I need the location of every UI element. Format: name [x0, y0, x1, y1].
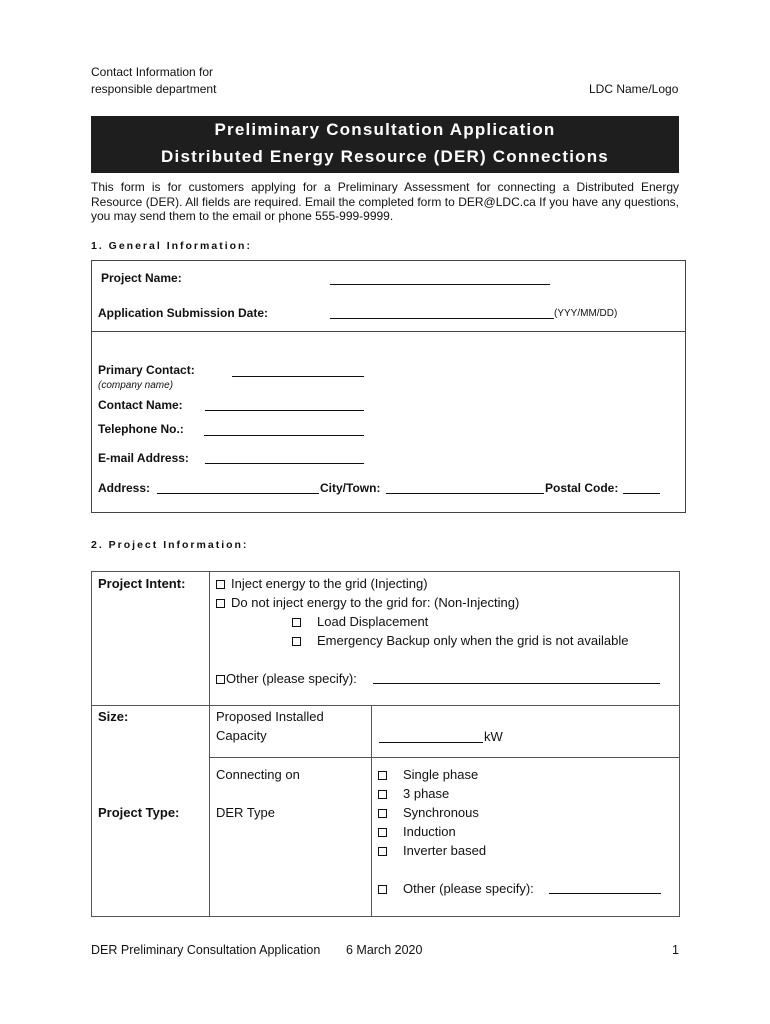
footer-title: DER Preliminary Consultation Application	[91, 943, 321, 957]
checkbox-icon[interactable]	[216, 675, 225, 684]
intro-paragraph: This form is for customers applying for a Preliminary Assessment for connecting a Distributed Energy Resource (DER). All fields are required. Email the completed form to DER@LDC.ca If you have any questions, you may send them to the email or phone 555-999-9999.	[91, 180, 679, 223]
intent-non-injecting-option[interactable]	[216, 593, 519, 612]
address-field[interactable]	[157, 493, 319, 494]
type-other-option[interactable]	[378, 879, 534, 898]
telephone-label: Telephone No.:	[98, 422, 184, 436]
page-number: 1	[672, 943, 679, 957]
der-type-label: DER Type	[216, 805, 276, 820]
table-col-divider-1	[209, 571, 210, 917]
type-other-text: Other (please specify):	[403, 881, 534, 896]
three-phase-option[interactable]	[378, 784, 449, 803]
contact-name-field[interactable]	[205, 410, 364, 411]
contact-info-line2: responsible department	[91, 82, 217, 96]
general-info-divider	[91, 331, 686, 332]
intent-backup-option[interactable]	[292, 631, 628, 650]
address-label: Address:	[98, 481, 151, 495]
table-row-divider-2	[209, 757, 680, 758]
synchronous-option[interactable]	[378, 803, 479, 822]
contact-info-label	[91, 64, 216, 98]
single-phase-text: Single phase	[403, 767, 479, 782]
intent-injecting-text: Inject energy to the grid (Injecting)	[231, 576, 428, 591]
intent-injecting-option[interactable]	[216, 574, 428, 593]
telephone-field[interactable]	[204, 435, 364, 436]
general-info-box	[91, 260, 686, 513]
inverter-option[interactable]	[378, 841, 486, 860]
three-phase-text: 3 phase	[403, 786, 450, 801]
capacity-label-line2: Capacity	[216, 728, 267, 743]
single-phase-option[interactable]	[378, 765, 478, 784]
checkbox-icon[interactable]	[292, 618, 301, 627]
date-format-hint: (YYY/MM/DD)	[554, 308, 618, 319]
table-col-divider-2	[371, 705, 372, 917]
footer-date: 6 March 2020	[346, 943, 423, 957]
checkbox-icon[interactable]	[378, 809, 387, 818]
submission-date-field[interactable]	[330, 318, 554, 319]
submission-date-label: Application Submission Date:	[98, 306, 269, 320]
intent-other-option[interactable]	[216, 669, 357, 688]
company-name-hint: (company name)	[98, 380, 174, 391]
section-project-heading: 2. Project Information:	[91, 539, 249, 551]
postal-code-label: Postal Code:	[545, 481, 619, 495]
type-other-field[interactable]	[549, 893, 661, 894]
ldc-logo-placeholder: LDC Name/Logo	[589, 82, 679, 96]
intent-other-field[interactable]	[373, 683, 660, 684]
city-field[interactable]	[386, 493, 544, 494]
intent-other-text: Other (please specify):	[226, 671, 357, 686]
intent-backup-text: Emergency Backup only when the grid is not available	[317, 633, 629, 648]
checkbox-icon[interactable]	[216, 580, 225, 589]
checkbox-icon[interactable]	[216, 599, 225, 608]
kw-unit: kW	[484, 729, 503, 744]
project-intent-label: Project Intent:	[98, 576, 186, 591]
checkbox-icon[interactable]	[292, 637, 301, 646]
email-label: E-mail Address:	[98, 451, 189, 465]
form-title-line2: Distributed Energy Resource (DER) Connections	[161, 147, 609, 166]
induction-option[interactable]	[378, 822, 456, 841]
project-type-label: Project Type:	[98, 805, 180, 820]
intent-load-displacement-text: Load Displacement	[317, 614, 429, 629]
project-name-field[interactable]	[330, 284, 550, 285]
checkbox-icon[interactable]	[378, 885, 387, 894]
inverter-text: Inverter based	[403, 843, 487, 858]
capacity-field[interactable]	[379, 742, 483, 743]
checkbox-icon[interactable]	[378, 847, 387, 856]
primary-contact-label: Primary Contact:	[98, 363, 195, 377]
contact-name-label: Contact Name:	[98, 398, 183, 412]
form-title-line1: Preliminary Consultation Application	[214, 120, 556, 139]
form-title-banner	[91, 116, 679, 173]
connecting-on-label: Connecting on	[216, 767, 300, 782]
primary-contact-field[interactable]	[232, 376, 364, 377]
city-label: City/Town:	[320, 481, 381, 495]
checkbox-icon[interactable]	[378, 771, 387, 780]
checkbox-icon[interactable]	[378, 790, 387, 799]
capacity-label	[216, 707, 324, 745]
table-row-divider-1	[91, 705, 680, 706]
email-field[interactable]	[205, 463, 364, 464]
intent-non-injecting-text: Do not inject energy to the grid for: (Non-Injecting)	[231, 595, 520, 610]
checkbox-icon[interactable]	[378, 828, 387, 837]
synchronous-text: Synchronous	[403, 805, 479, 820]
project-name-label: Project Name:	[101, 271, 182, 285]
capacity-label-line1: Proposed Installed	[216, 709, 324, 724]
contact-info-line1: Contact Information for	[91, 65, 214, 79]
induction-text: Induction	[403, 824, 456, 839]
size-label: Size:	[98, 709, 129, 724]
section-general-heading: 1. General Information:	[91, 240, 252, 252]
intent-load-displacement-option[interactable]	[292, 612, 428, 631]
postal-code-field[interactable]	[623, 493, 660, 494]
